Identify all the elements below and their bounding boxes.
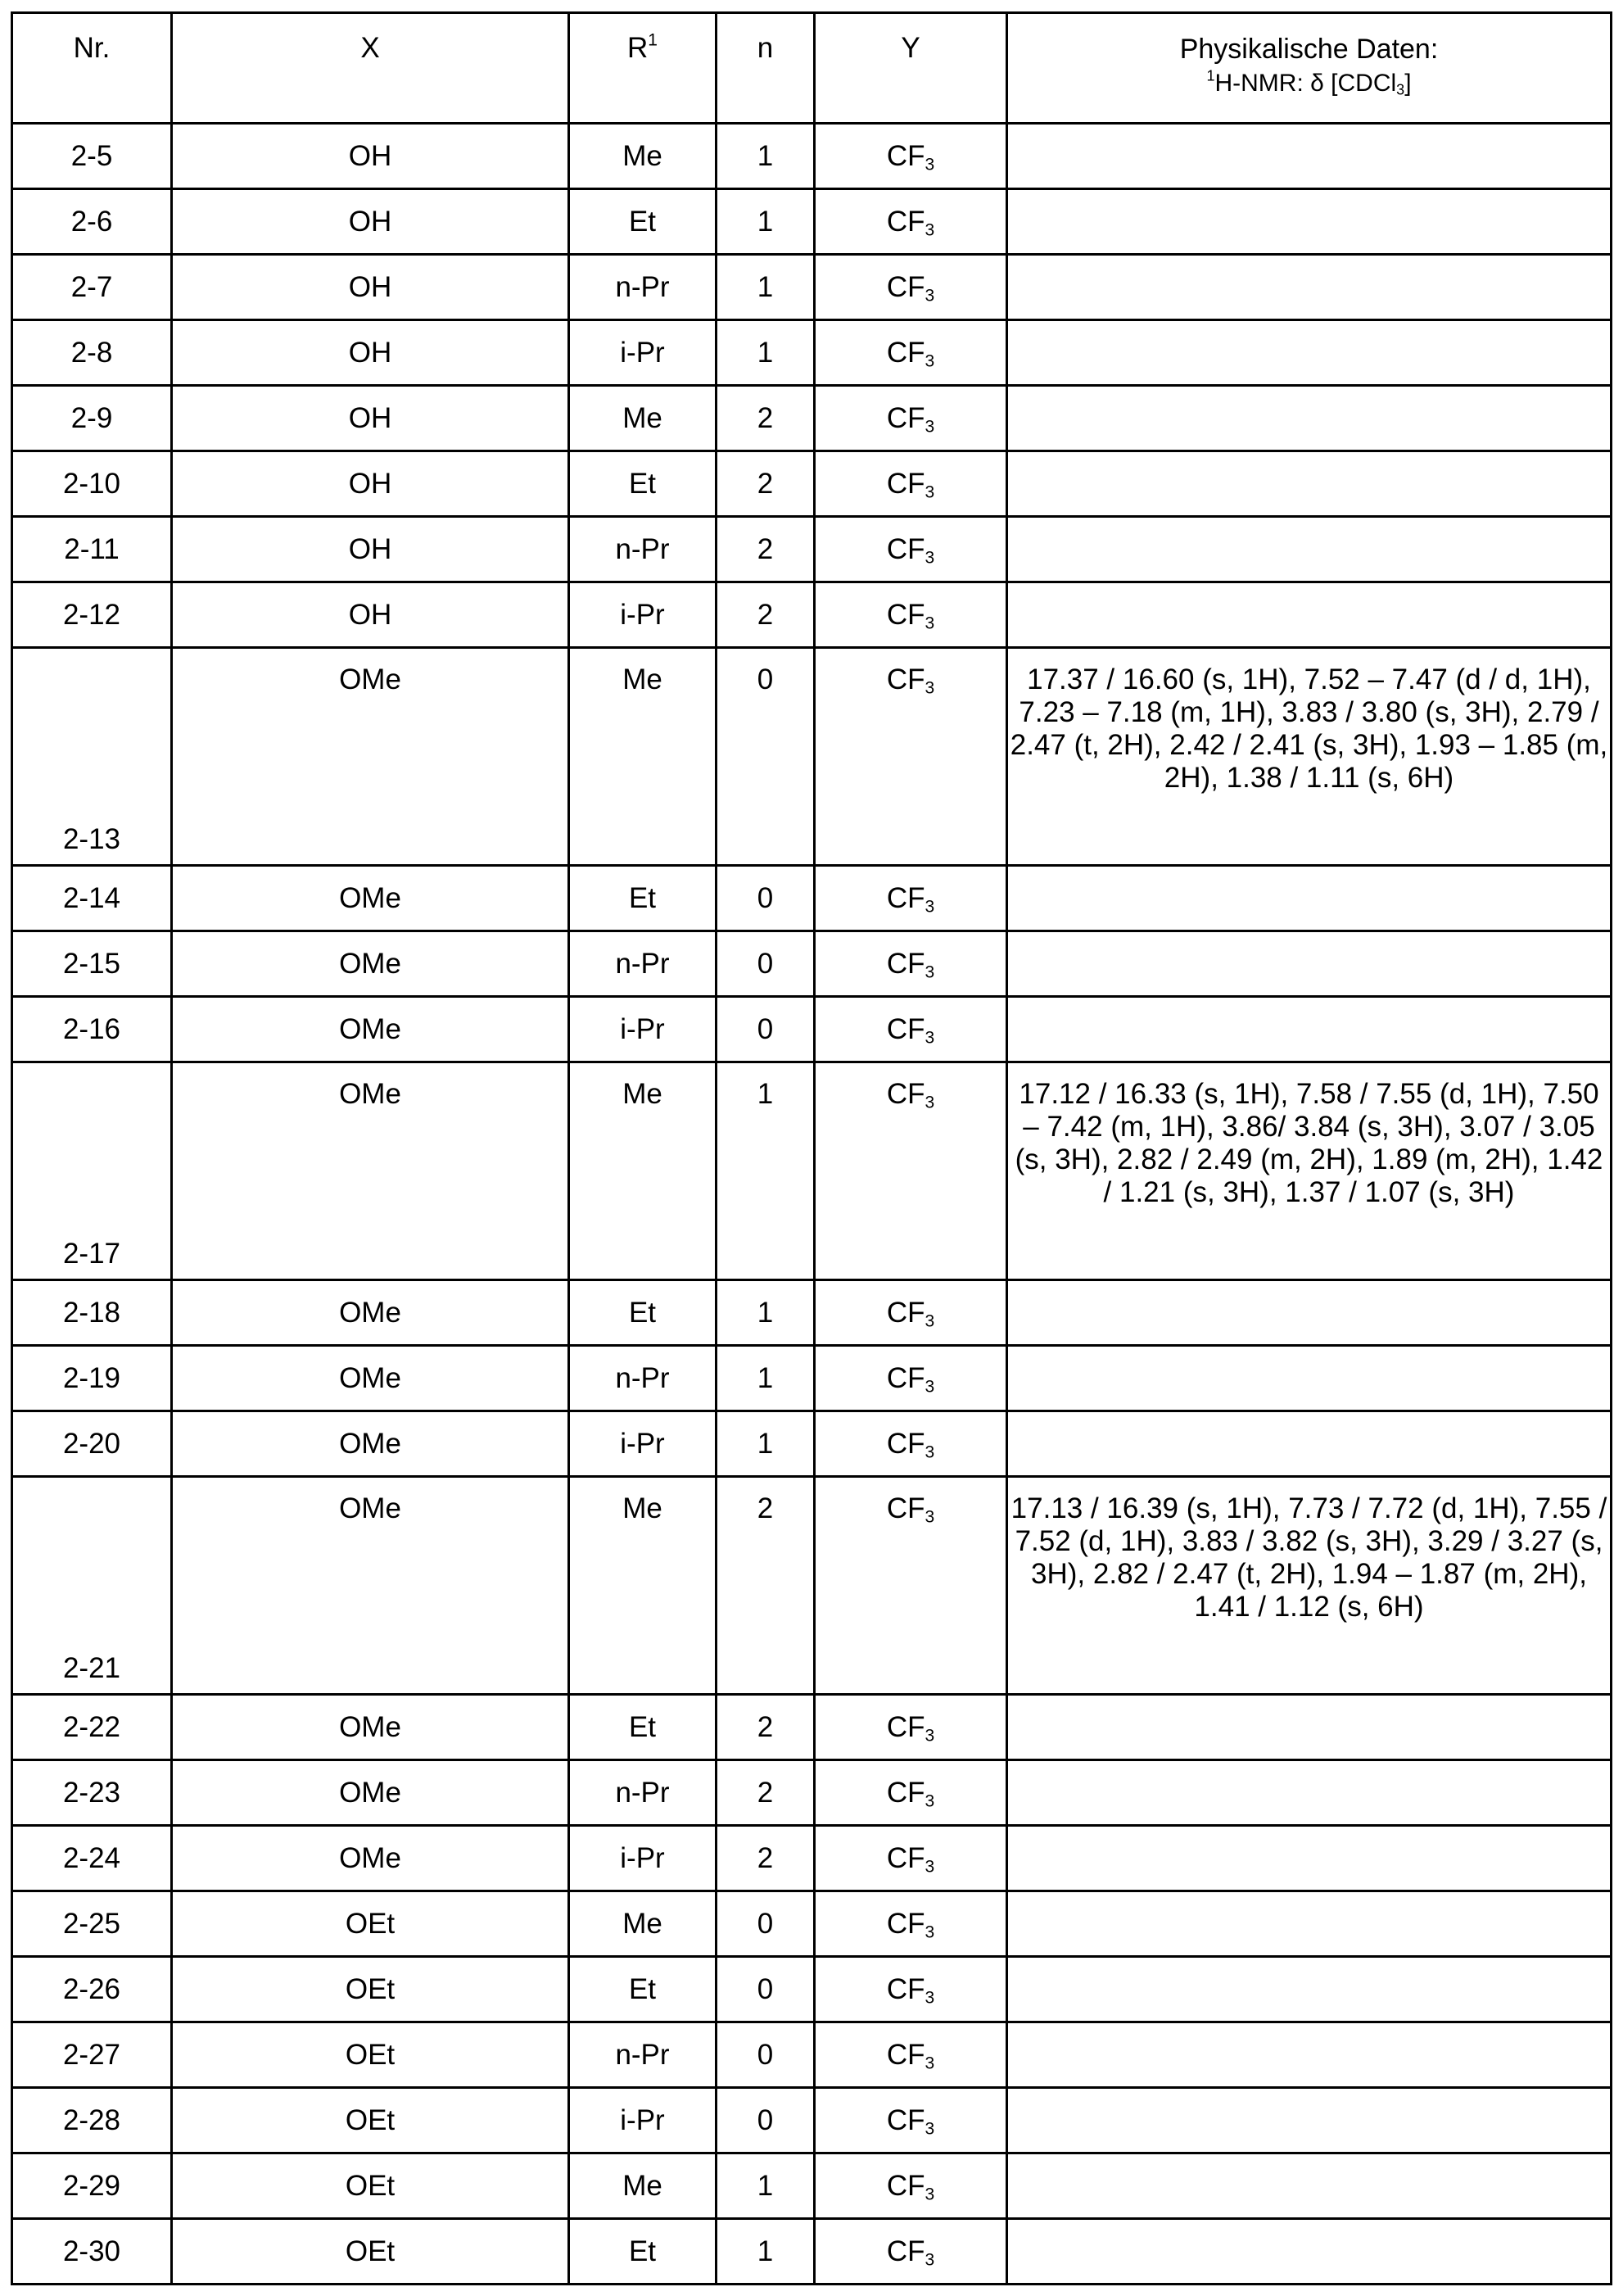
cell-x: OEt [172, 1891, 569, 1957]
cell-nmr-data [1007, 866, 1612, 931]
cell-r1: n-Pr [569, 517, 717, 582]
cell-x: OH [172, 320, 569, 386]
cell-nr: 2-21 [12, 1477, 172, 1695]
cell-nr: 2-17 [12, 1062, 172, 1280]
header-n: n [717, 13, 815, 124]
table-row [12, 451, 1612, 517]
table-row [12, 648, 1612, 866]
cell-y: $CF_3$ [815, 1280, 1007, 1346]
cell-n: 2 [717, 1477, 815, 1695]
cell-nmr-data [1007, 320, 1612, 386]
cell-n: 1 [717, 255, 815, 320]
cell-nr: 2-20 [12, 1411, 172, 1477]
cell-y: $CF_3$ [815, 386, 1007, 451]
cell-r1: n-Pr [569, 1346, 717, 1411]
cell-nmr-data [1007, 189, 1612, 255]
cell-y: $CF_3$ [815, 451, 1007, 517]
cell-nr: 2-6 [12, 189, 172, 255]
cell-nmr-data [1007, 2022, 1612, 2088]
table-row [12, 1346, 1612, 1411]
cell-n: 0 [717, 2088, 815, 2153]
cell-x: OH [172, 255, 569, 320]
table-row [12, 2088, 1612, 2153]
table-row [12, 386, 1612, 451]
table-row [12, 1062, 1612, 1280]
table-row [12, 1957, 1612, 2022]
cell-y: $CF_3$ [815, 1477, 1007, 1695]
cell-nr: 2-23 [12, 1760, 172, 1826]
table-header-row [12, 13, 1612, 124]
cell-x: OMe [172, 1477, 569, 1695]
cell-nmr-data [1007, 1760, 1612, 1826]
cell-nmr-data [1007, 1346, 1612, 1411]
table-row [12, 931, 1612, 997]
cell-r1: Me [569, 124, 717, 189]
cell-n: 2 [717, 1695, 815, 1760]
cell-n: 1 [717, 1280, 815, 1346]
table-row [12, 2219, 1612, 2285]
cell-r1: i-Pr [569, 997, 717, 1062]
cell-n: 2 [717, 582, 815, 648]
cell-n: 1 [717, 189, 815, 255]
cell-nr: 2-16 [12, 997, 172, 1062]
cell-n: 2 [717, 451, 815, 517]
cell-r1: n-Pr [569, 2022, 717, 2088]
header-physical-data-title: Physikalische Daten: [1179, 34, 1439, 65]
table-body [12, 124, 1612, 2285]
cell-nmr-data [1007, 255, 1612, 320]
cell-n: 0 [717, 866, 815, 931]
cell-y: $CF_3$ [815, 648, 1007, 866]
header-x: X [172, 13, 569, 124]
cell-x: OH [172, 124, 569, 189]
cell-r1: Et [569, 189, 717, 255]
cell-n: 0 [717, 648, 815, 866]
cell-nr: 2-29 [12, 2153, 172, 2219]
cell-n: 1 [717, 2153, 815, 2219]
table-row [12, 2022, 1612, 2088]
cell-nr: 2-22 [12, 1695, 172, 1760]
cell-n: 1 [717, 1411, 815, 1477]
cell-nr: 2-8 [12, 320, 172, 386]
cell-x: OMe [172, 648, 569, 866]
cell-nmr-data [1007, 124, 1612, 189]
cell-nr: 2-11 [12, 517, 172, 582]
table-row [12, 1411, 1612, 1477]
cell-nr: 2-10 [12, 451, 172, 517]
cell-r1: Et [569, 2219, 717, 2285]
cell-y: $CF_3$ [815, 1411, 1007, 1477]
compound-data-table [11, 11, 1612, 2285]
cell-n: 0 [717, 2022, 815, 2088]
table-row [12, 997, 1612, 1062]
cell-nr: 2-5 [12, 124, 172, 189]
cell-x: OH [172, 189, 569, 255]
cell-nmr-data [1007, 2153, 1612, 2219]
cell-n: 1 [717, 2219, 815, 2285]
table-row [12, 189, 1612, 255]
cell-r1: Et [569, 1695, 717, 1760]
cell-n: 1 [717, 1062, 815, 1280]
table-row [12, 517, 1612, 582]
cell-nmr-data [1007, 517, 1612, 582]
cell-n: 2 [717, 386, 815, 451]
cell-nmr-data [1007, 1411, 1612, 1477]
cell-r1: Me [569, 386, 717, 451]
cell-x: OMe [172, 1346, 569, 1411]
cell-r1: n-Pr [569, 1760, 717, 1826]
cell-x: OMe [172, 931, 569, 997]
cell-n: 2 [717, 1826, 815, 1891]
cell-r1: Me [569, 1477, 717, 1695]
cell-x: OEt [172, 2153, 569, 2219]
cell-nr: 2-15 [12, 931, 172, 997]
cell-r1: n-Pr [569, 931, 717, 997]
cell-x: OMe [172, 866, 569, 931]
cell-x: OMe [172, 1411, 569, 1477]
cell-x: OEt [172, 1957, 569, 2022]
cell-y: $CF_3$ [815, 1957, 1007, 2022]
cell-y: $CF_3$ [815, 582, 1007, 648]
cell-x: OEt [172, 2088, 569, 2153]
cell-r1: Me [569, 1891, 717, 1957]
cell-nmr-data [1007, 1891, 1612, 1957]
cell-r1: Me [569, 2153, 717, 2219]
cell-n: 1 [717, 124, 815, 189]
cell-y: $CF_3$ [815, 997, 1007, 1062]
cell-nmr-data: 17.12 / 16.33 (s, 1H), 7.58 / 7.55 (d, 1H), 7.50 – 7.42 (m, 1H), 3.86/ 3.84 (s, 3H), 3.07 / 3.05 (s, 3H), 2.82 / 2.49 (m, 2H), 1.89 (m, 2H), 1.42 / 1.21 (s, 3H), 1.37 / 1.07 (s, 3H) [1007, 1062, 1612, 1280]
cell-r1: Me [569, 648, 717, 866]
header-physical-data [1007, 13, 1612, 124]
cell-nr: 2-14 [12, 866, 172, 931]
cell-n: 2 [717, 1760, 815, 1826]
cell-n: 0 [717, 931, 815, 997]
cell-nr: 2-26 [12, 1957, 172, 2022]
cell-y: $CF_3$ [815, 2088, 1007, 2153]
cell-x: OH [172, 517, 569, 582]
cell-y: $CF_3$ [815, 124, 1007, 189]
cell-n: 0 [717, 1957, 815, 2022]
cell-nr: 2-24 [12, 1826, 172, 1891]
cell-nmr-data [1007, 1826, 1612, 1891]
cell-nr: 2-13 [12, 648, 172, 866]
cell-y: $CF_3$ [815, 1760, 1007, 1826]
table-row [12, 1760, 1612, 1826]
cell-nr: 2-25 [12, 1891, 172, 1957]
cell-x: OMe [172, 1695, 569, 1760]
cell-r1: n-Pr [569, 255, 717, 320]
cell-r1: i-Pr [569, 2088, 717, 2153]
cell-y: $CF_3$ [815, 1891, 1007, 1957]
cell-x: OH [172, 451, 569, 517]
table-row [12, 255, 1612, 320]
cell-nr: 2-18 [12, 1280, 172, 1346]
cell-nmr-data: 17.13 / 16.39 (s, 1H), 7.73 / 7.72 (d, 1H), 7.55 / 7.52 (d, 1H), 3.83 / 3.82 (s, 3H), 3.29 / 3.27 (s, 3H), 2.82 / 2.47 (t, 2H), 1.94 – 1.87 (m, 2H), 1.41 / 1.12 (s, 6H) [1007, 1477, 1612, 1695]
header-nmr-solvent: $^1$H-NMR: δ [CDCl$_3$] [1206, 67, 1412, 98]
cell-y: $CF_3$ [815, 1695, 1007, 1760]
cell-nr: 2-19 [12, 1346, 172, 1411]
cell-y: $CF_3$ [815, 2153, 1007, 2219]
table-row [12, 2153, 1612, 2219]
cell-x: OMe [172, 1826, 569, 1891]
cell-r1: i-Pr [569, 582, 717, 648]
cell-r1: Me [569, 1062, 717, 1280]
cell-r1: Et [569, 1280, 717, 1346]
cell-nr: 2-30 [12, 2219, 172, 2285]
table-row [12, 320, 1612, 386]
table-row [12, 1695, 1612, 1760]
cell-y: $CF_3$ [815, 255, 1007, 320]
table-row [12, 1280, 1612, 1346]
header-y: Y [815, 13, 1007, 124]
cell-nr: 2-27 [12, 2022, 172, 2088]
cell-x: OMe [172, 997, 569, 1062]
cell-nr: 2-9 [12, 386, 172, 451]
cell-y: $CF_3$ [815, 2219, 1007, 2285]
cell-y: $CF_3$ [815, 517, 1007, 582]
cell-y: $CF_3$ [815, 1062, 1007, 1280]
cell-x: OMe [172, 1062, 569, 1280]
cell-n: 0 [717, 997, 815, 1062]
cell-nmr-data [1007, 2088, 1612, 2153]
table-row [12, 1826, 1612, 1891]
cell-x: OEt [172, 2022, 569, 2088]
cell-nmr-data [1007, 1280, 1612, 1346]
cell-nmr-data [1007, 582, 1612, 648]
cell-nmr-data [1007, 451, 1612, 517]
cell-n: 1 [717, 1346, 815, 1411]
cell-n: 1 [717, 320, 815, 386]
cell-x: OH [172, 582, 569, 648]
cell-nr: 2-28 [12, 2088, 172, 2153]
cell-y: $CF_3$ [815, 1826, 1007, 1891]
cell-n: 0 [717, 1891, 815, 1957]
cell-r1: i-Pr [569, 1411, 717, 1477]
header-r1: $R^1$ [569, 13, 717, 124]
cell-r1: Et [569, 451, 717, 517]
cell-n: 2 [717, 517, 815, 582]
cell-nmr-data [1007, 997, 1612, 1062]
cell-x: OH [172, 386, 569, 451]
table-row [12, 582, 1612, 648]
cell-r1: Et [569, 866, 717, 931]
cell-x: OMe [172, 1760, 569, 1826]
cell-x: OMe [172, 1280, 569, 1346]
header-nr: Nr. [12, 13, 172, 124]
table-row [12, 1477, 1612, 1695]
cell-nr: 2-7 [12, 255, 172, 320]
table-row [12, 1891, 1612, 1957]
cell-r1: i-Pr [569, 1826, 717, 1891]
table-row [12, 866, 1612, 931]
cell-y: $CF_3$ [815, 931, 1007, 997]
cell-nmr-data: 17.37 / 16.60 (s, 1H), 7.52 – 7.47 (d / d, 1H), 7.23 – 7.18 (m, 1H), 3.83 / 3.80 (s, 3H), 2.79 / 2.47 (t, 2H), 2.42 / 2.41 (s, 3H), 1.93 – 1.85 (m, 2H), 1.38 / 1.11 (s, 6H) [1007, 648, 1612, 866]
cell-y: $CF_3$ [815, 189, 1007, 255]
cell-y: $CF_3$ [815, 1346, 1007, 1411]
table-row [12, 124, 1612, 189]
cell-y: $CF_3$ [815, 2022, 1007, 2088]
cell-x: OEt [172, 2219, 569, 2285]
cell-nr: 2-12 [12, 582, 172, 648]
cell-y: $CF_3$ [815, 320, 1007, 386]
cell-nmr-data [1007, 931, 1612, 997]
cell-nmr-data [1007, 1957, 1612, 2022]
cell-r1: i-Pr [569, 320, 717, 386]
cell-r1: Et [569, 1957, 717, 2022]
cell-nmr-data [1007, 386, 1612, 451]
cell-nmr-data [1007, 2219, 1612, 2285]
cell-y: $CF_3$ [815, 866, 1007, 931]
cell-nmr-data [1007, 1695, 1612, 1760]
